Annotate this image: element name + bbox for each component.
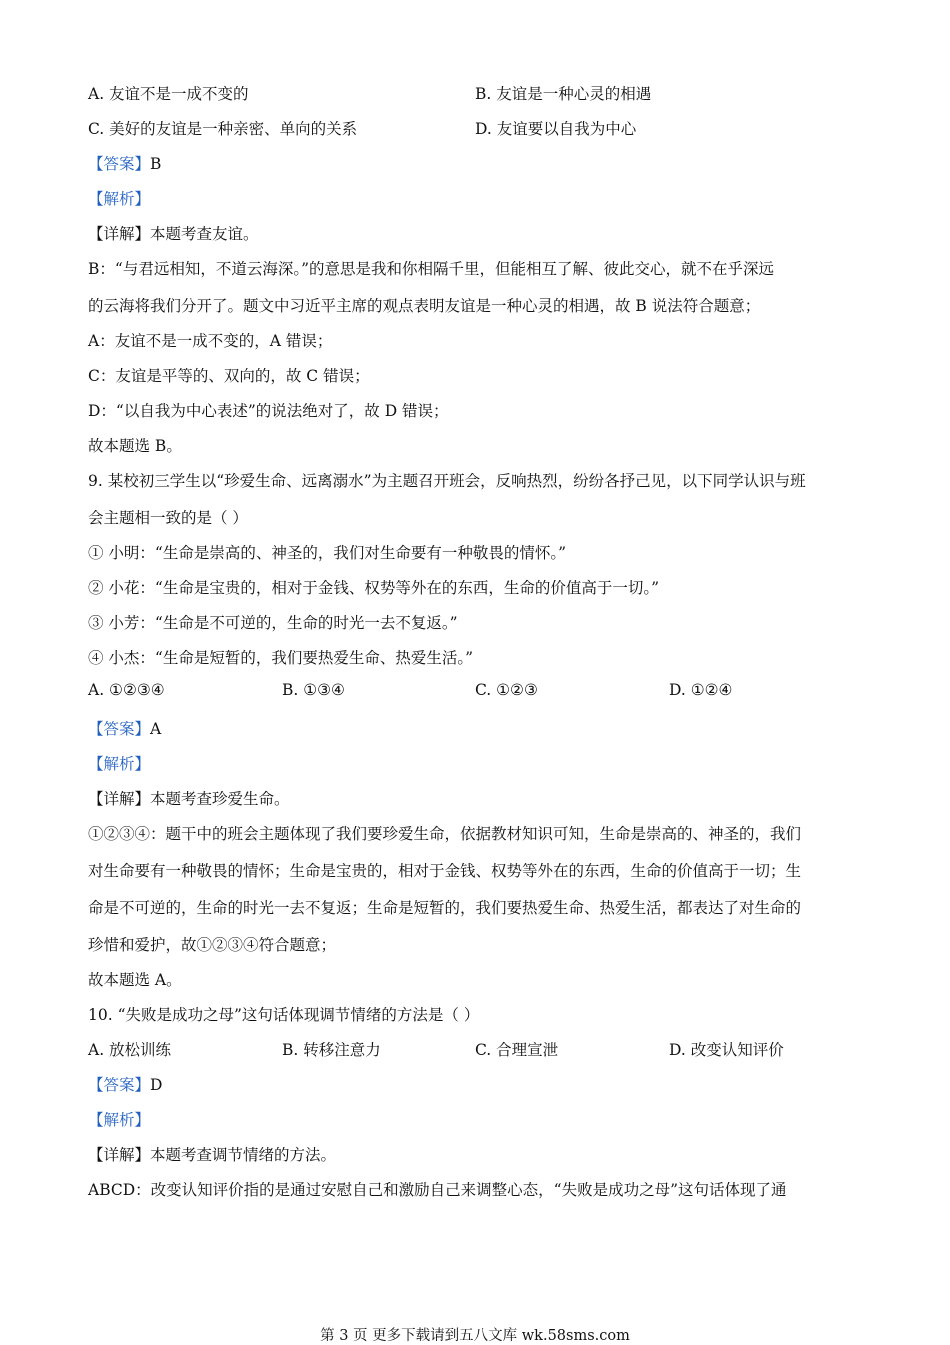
q9-analysis-tag: 【解析】 bbox=[88, 755, 151, 773]
q9-option-b: B. ①③④ bbox=[282, 681, 345, 699]
q9-answer bbox=[88, 717, 161, 739]
q10-answer bbox=[88, 1073, 162, 1095]
q9-statement: ③ 小芳：“生命是不可逆的，生命的时光一去不复返。” bbox=[88, 614, 458, 632]
answer-tag: 【答案】 bbox=[88, 720, 151, 738]
q10-explanation-line: ABCD：改变认知评价指的是通过安慰自己和激励自己来调整心态，“失败是成功之母”这句话体现了通 bbox=[88, 1181, 787, 1199]
q9-option-c: C. ①②③ bbox=[475, 681, 538, 699]
q10-option-d: D. 改变认知评价 bbox=[669, 1041, 784, 1059]
q8-option-c: C. 美好的友谊是一种亲密、单向的关系 bbox=[88, 120, 358, 138]
q8-option-d: D. 友谊要以自我为中心 bbox=[475, 120, 637, 138]
q10-stem: 10. “失败是成功之母”这句话体现调节情绪的方法是（ ） bbox=[88, 1006, 480, 1024]
q9-explanation-line: 对生命要有一种敬畏的情怀；生命是宝贵的，相对于金钱、权势等外在的东西，生命的价值高于一切；生 bbox=[88, 862, 802, 880]
q9-detail bbox=[88, 787, 290, 809]
q8-answer bbox=[88, 152, 161, 174]
q9-stem-line: 9. 某校初三学生以“珍爱生命、远离溺水”为主题召开班会，反响热烈，纷纷各抒己见，以下同学认识与班 bbox=[88, 472, 806, 490]
q8-explanation-line: D：“以自我为中心表述”的说法绝对了，故 D 错误； bbox=[88, 402, 449, 420]
q8-explanation-line: 的云海将我们分开了。题文中习近平主席的观点表明友谊是一种心灵的相遇，故 B 说法符合题意； bbox=[88, 297, 761, 315]
q10-option-c: C. 合理宣泄 bbox=[475, 1041, 559, 1059]
answer-value: D bbox=[150, 1076, 163, 1094]
q8-explanation-line: A：友谊不是一成不变的，A 错误； bbox=[88, 332, 333, 350]
answer-tag: 【答案】 bbox=[88, 1076, 151, 1094]
q9-explanation-line: 珍惜和爱护，故①②③④符合题意； bbox=[88, 936, 337, 954]
q8-explanation-line: B：“与君远相知，不道云海深。”的意思是我和你相隔千里，但能相互了解、彼此交心，就不在乎深远 bbox=[88, 260, 774, 278]
answer-value: B bbox=[150, 155, 162, 173]
q9-statement: ① 小明：“生命是崇高的、神圣的，我们对生命要有一种敬畏的情怀。” bbox=[88, 544, 567, 562]
q10-analysis-tag: 【解析】 bbox=[88, 1111, 151, 1129]
q10-detail bbox=[88, 1143, 336, 1165]
page-footer: 第 3 页 更多下载请到五八文库 wk.58sms.com bbox=[320, 1328, 630, 1344]
q8-option-b: B. 友谊是一种心灵的相遇 bbox=[475, 85, 652, 103]
q8-conclusion: 故本题选 B。 bbox=[88, 437, 182, 455]
detail-text: 本题考查友谊。 bbox=[150, 225, 259, 243]
detail-tag: 【详解】 bbox=[88, 225, 151, 243]
q9-explanation-line: ①②③④：题干中的班会主题体现了我们要珍爱生命，依据教材知识可知，生命是崇高的、神圣的，我们 bbox=[88, 825, 802, 843]
q8-detail bbox=[88, 222, 259, 244]
answer-value: A bbox=[150, 720, 162, 738]
q10-option-a: A. 放松训练 bbox=[88, 1041, 172, 1059]
detail-tag: 【详解】 bbox=[88, 790, 151, 808]
q9-explanation-line: 命是不可逆的，生命的时光一去不复返；生命是短暂的，我们要热爱生命、热爱生活，都表达了对生命的 bbox=[88, 899, 802, 917]
answer-tag: 【答案】 bbox=[88, 155, 151, 173]
q9-option-d: D. ①②④ bbox=[669, 681, 733, 699]
q8-explanation-line: C：友谊是平等的、双向的，故 C 错误； bbox=[88, 367, 370, 385]
q9-conclusion: 故本题选 A。 bbox=[88, 971, 182, 989]
q9-statement: ④ 小杰：“生命是短暂的，我们要热爱生命、热爱生活。” bbox=[88, 649, 474, 667]
q9-option-a: A. ①②③④ bbox=[88, 681, 165, 699]
q10-option-b: B. 转移注意力 bbox=[282, 1041, 381, 1059]
detail-text: 本题考查调节情绪的方法。 bbox=[150, 1146, 337, 1164]
q8-analysis-tag: 【解析】 bbox=[88, 190, 151, 208]
detail-text: 本题考查珍爱生命。 bbox=[150, 790, 290, 808]
detail-tag: 【详解】 bbox=[88, 1146, 151, 1164]
q9-statement: ② 小花：“生命是宝贵的，相对于金钱、权势等外在的东西，生命的价值高于一切。” bbox=[88, 579, 660, 597]
q9-stem-line: 会主题相一致的是（ ） bbox=[88, 509, 248, 527]
q8-option-a: A. 友谊不是一成不变的 bbox=[88, 85, 249, 103]
